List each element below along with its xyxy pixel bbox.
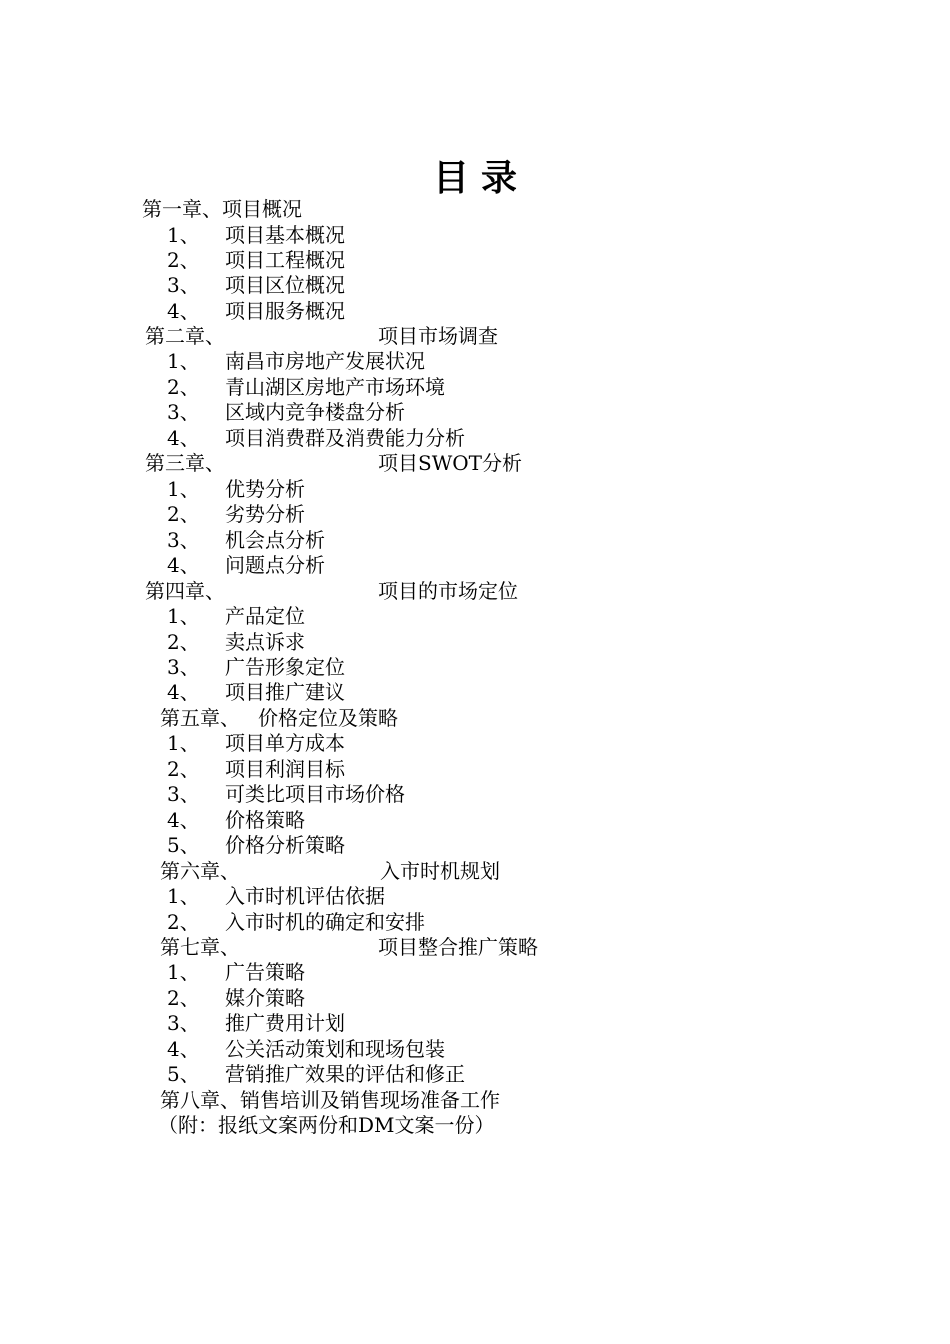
chapter-heading: [145, 579, 645, 604]
chapter-label: 第六章、: [160, 859, 240, 883]
item-text: 项目工程概况: [225, 248, 345, 272]
item-text: 项目服务概况: [225, 299, 345, 323]
item-text: 南昌市房地产发展状况: [225, 349, 425, 373]
chapter-label: 第七章、: [160, 935, 240, 959]
chapter-label: 第四章、: [145, 579, 225, 603]
toc-item: [167, 731, 467, 756]
item-number: 3、: [167, 528, 200, 552]
chapter-title: 入市时机规划: [380, 859, 500, 883]
item-text: 媒介策略: [225, 986, 305, 1010]
chapter-label: 第五章、: [160, 706, 240, 730]
item-number: 3、: [167, 655, 200, 679]
toc-item: [167, 884, 567, 909]
toc-item: [167, 223, 467, 248]
item-number: 2、: [167, 502, 200, 526]
chapter-heading: [145, 324, 645, 349]
chapter-title: 项目市场调查: [378, 324, 498, 348]
item-text: 可类比项目市场价格: [225, 782, 405, 806]
toc-item: [167, 1062, 567, 1087]
item-number: 2、: [167, 986, 200, 1010]
item-number: 4、: [167, 426, 200, 450]
item-text: 推广费用计划: [225, 1011, 345, 1035]
item-text: 卖点诉求: [225, 630, 305, 654]
toc-item: [167, 502, 467, 527]
chapter-heading: [160, 859, 660, 884]
item-number: 4、: [167, 299, 200, 323]
toc-item: [167, 1037, 567, 1062]
item-number: 1、: [167, 223, 200, 247]
item-number: 1、: [167, 960, 200, 984]
chapter-heading: [142, 197, 302, 222]
item-text: 项目基本概况: [225, 223, 345, 247]
toc-item: [167, 986, 567, 1011]
toc-item: [167, 960, 567, 985]
item-number: 3、: [167, 273, 200, 297]
toc-item: [167, 477, 467, 502]
item-number: 2、: [167, 630, 200, 654]
chapter-label: 第三章、: [145, 451, 225, 475]
item-text: 项目利润目标: [225, 757, 345, 781]
toc-item: [167, 757, 467, 782]
item-text: 产品定位: [225, 604, 305, 628]
item-text: 机会点分析: [225, 528, 325, 552]
item-text: 项目推广建议: [225, 680, 345, 704]
item-number: 2、: [167, 757, 200, 781]
item-number: 3、: [167, 782, 200, 806]
toc-item: [167, 808, 467, 833]
item-text: 价格策略: [225, 808, 305, 832]
item-number: 1、: [167, 731, 200, 755]
toc-item: [167, 299, 467, 324]
toc-item: [167, 630, 467, 655]
chapter-title: 价格定位及策略: [258, 706, 398, 730]
toc-item: [167, 400, 567, 425]
toc-item: [167, 553, 467, 578]
toc-item: [167, 273, 467, 298]
item-number: 4、: [167, 808, 200, 832]
item-text: 项目区位概况: [225, 273, 345, 297]
toc-item: [167, 680, 467, 705]
toc-title: 目录: [432, 157, 529, 199]
toc-item: [167, 910, 567, 935]
toc-item: [167, 349, 567, 374]
item-text: 公关活动策划和现场包装: [225, 1037, 445, 1061]
item-text: 青山湖区房地产市场环境: [225, 375, 445, 399]
chapter-label: 第二章、: [145, 324, 225, 348]
item-number: 2、: [167, 375, 200, 399]
chapter-title: 项目SWOT分析: [378, 451, 522, 475]
item-number: 2、: [167, 910, 200, 934]
item-text: 价格分析策略: [225, 833, 345, 857]
item-text: 优势分析: [225, 477, 305, 501]
chapter-heading: [160, 706, 560, 731]
chapter-label: 第八章、销售培训及销售现场准备工作: [160, 1088, 500, 1112]
item-number: 4、: [167, 1037, 200, 1061]
appendix-note-text: （附：报纸文案两份和DM文案一份）: [158, 1113, 495, 1137]
item-number: 3、: [167, 1011, 200, 1035]
toc-item: [167, 375, 567, 400]
item-text: 营销推广效果的评估和修正: [225, 1062, 465, 1086]
chapter-title: 项目整合推广策略: [378, 935, 538, 959]
toc-item: [167, 782, 467, 807]
item-number: 4、: [167, 553, 200, 577]
item-text: 入市时机评估依据: [225, 884, 385, 908]
item-text: 项目单方成本: [225, 731, 345, 755]
item-text: 劣势分析: [225, 502, 305, 526]
item-number: 5、: [167, 1062, 200, 1086]
toc-item: [167, 248, 467, 273]
item-number: 1、: [167, 604, 200, 628]
chapter-title: 项目的市场定位: [378, 579, 518, 603]
chapter-label: 第一章、项目概况: [142, 197, 302, 221]
chapter-heading: [160, 1088, 500, 1113]
item-text: 广告策略: [225, 960, 305, 984]
toc-item: [167, 1011, 567, 1036]
chapter-heading: [145, 451, 645, 476]
item-text: 入市时机的确定和安排: [225, 910, 425, 934]
chapter-heading: [160, 935, 660, 960]
item-number: 5、: [167, 833, 200, 857]
item-text: 广告形象定位: [225, 655, 345, 679]
item-number: 2、: [167, 248, 200, 272]
toc-item: [167, 655, 467, 680]
toc-item: [167, 833, 467, 858]
item-number: 4、: [167, 680, 200, 704]
item-number: 3、: [167, 400, 200, 424]
toc-item: [167, 604, 467, 629]
item-number: 1、: [167, 477, 200, 501]
appendix-note: [158, 1113, 495, 1138]
item-text: 问题点分析: [225, 553, 325, 577]
item-number: 1、: [167, 349, 200, 373]
item-number: 1、: [167, 884, 200, 908]
item-text: 项目消费群及消费能力分析: [225, 426, 465, 450]
toc-item: [167, 528, 467, 553]
item-text: 区域内竞争楼盘分析: [225, 400, 405, 424]
toc-item: [167, 426, 567, 451]
